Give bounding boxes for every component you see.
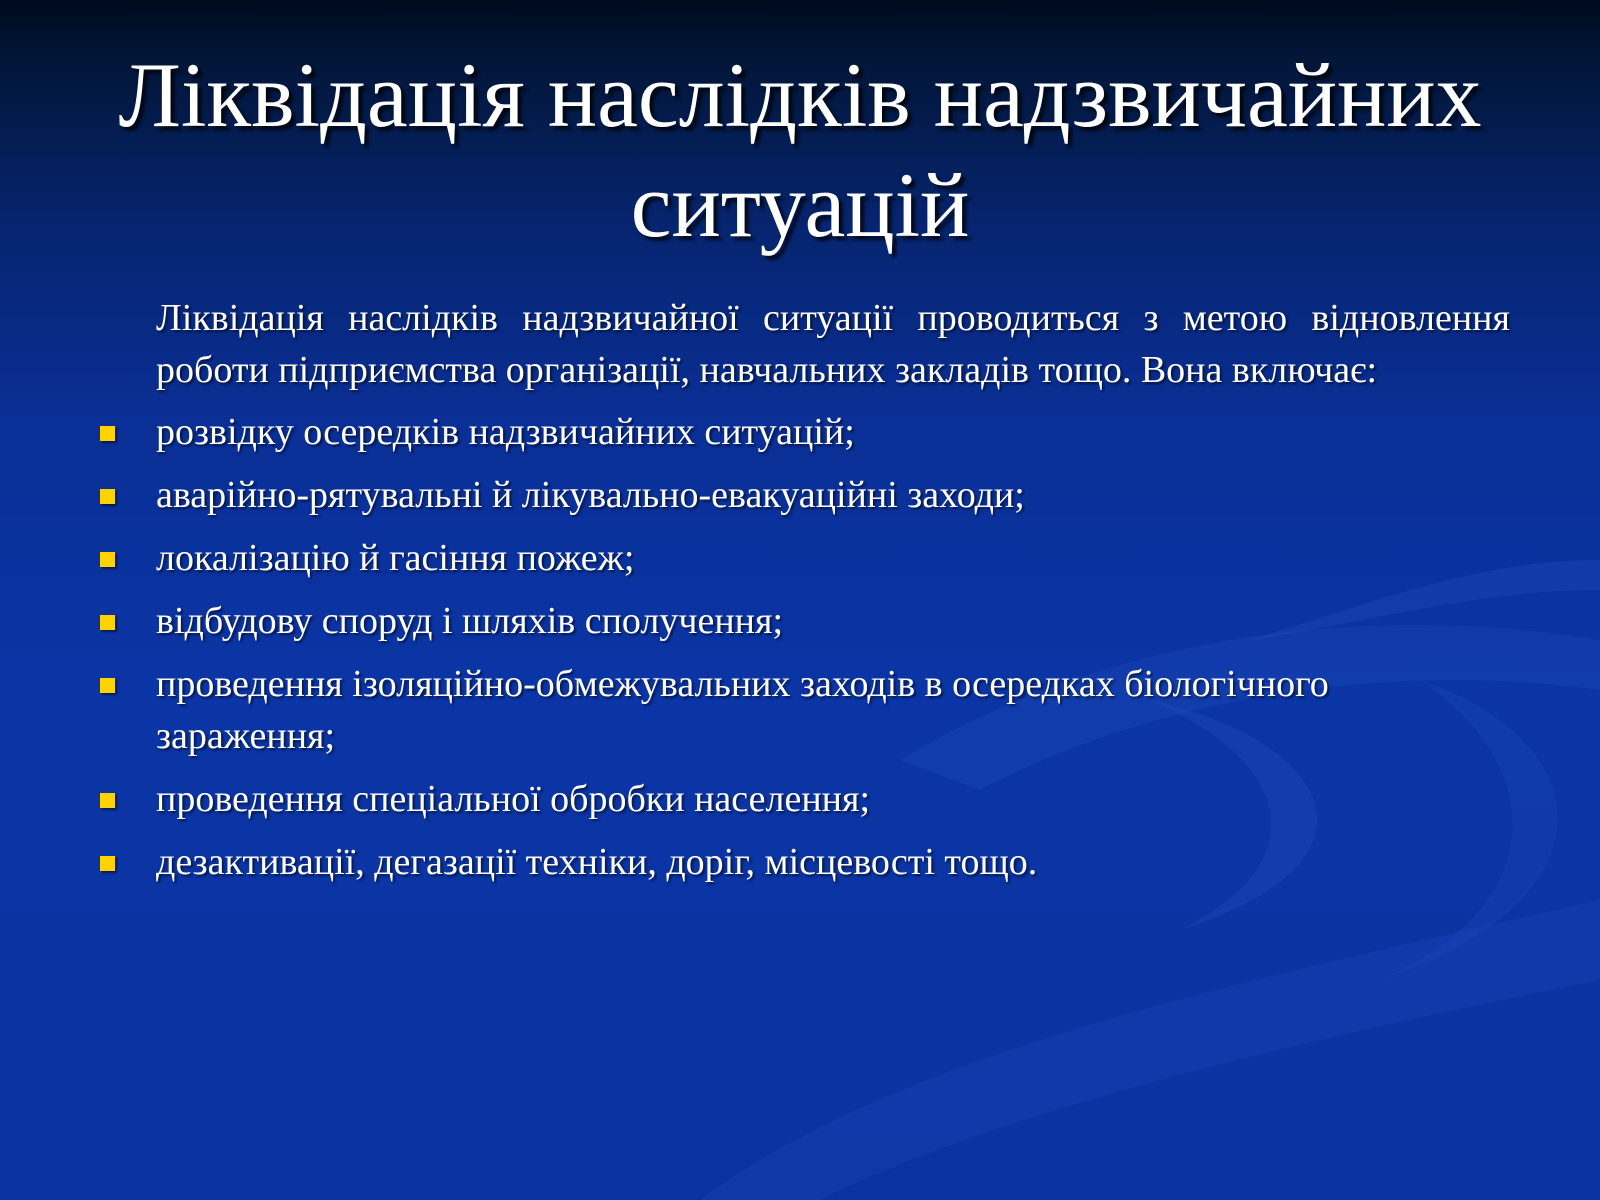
square-bullet-icon bbox=[100, 426, 115, 441]
list-item-text: локалізацію й гасіння пожеж; bbox=[156, 537, 635, 579]
square-bullet-icon bbox=[100, 678, 115, 693]
list-item bbox=[90, 595, 1510, 647]
bullet-list bbox=[90, 406, 1510, 888]
list-item-text: проведення ізоляційно-обмежувальних заходів в осередках біологічного зараження; bbox=[156, 663, 1329, 757]
list-item bbox=[90, 836, 1510, 888]
list-item bbox=[90, 532, 1510, 584]
square-bullet-icon bbox=[100, 489, 115, 504]
list-item bbox=[90, 406, 1510, 458]
list-item-text: аварійно-рятувальні й лікувально-евакуаційні заходи; bbox=[156, 474, 1025, 516]
square-bullet-icon bbox=[100, 615, 115, 630]
list-item bbox=[90, 658, 1510, 762]
list-item-text: проведення спеціальної обробки населення; bbox=[156, 778, 871, 820]
square-bullet-icon bbox=[100, 856, 115, 871]
intro-paragraph: Ліквідація наслідків надзвичайної ситуації проводиться з метою відновлення роботи підприємства організації, навчальних закладів тощо. Вона включає: bbox=[156, 297, 1510, 391]
list-item-text: дезактивації, дегазації техніки, доріг, місцевості тощо. bbox=[156, 841, 1038, 883]
list-item bbox=[90, 469, 1510, 521]
slide-title: Ліквідація наслідків надзвичайних ситуацій bbox=[118, 44, 1482, 256]
slide-body bbox=[90, 292, 1510, 899]
list-item-text: відбудову споруд і шляхів сполучення; bbox=[156, 600, 784, 642]
list-item bbox=[90, 773, 1510, 825]
list-item-text: розвідку осередків надзвичайних ситуацій; bbox=[156, 411, 855, 453]
square-bullet-icon bbox=[100, 793, 115, 808]
square-bullet-icon bbox=[100, 552, 115, 567]
